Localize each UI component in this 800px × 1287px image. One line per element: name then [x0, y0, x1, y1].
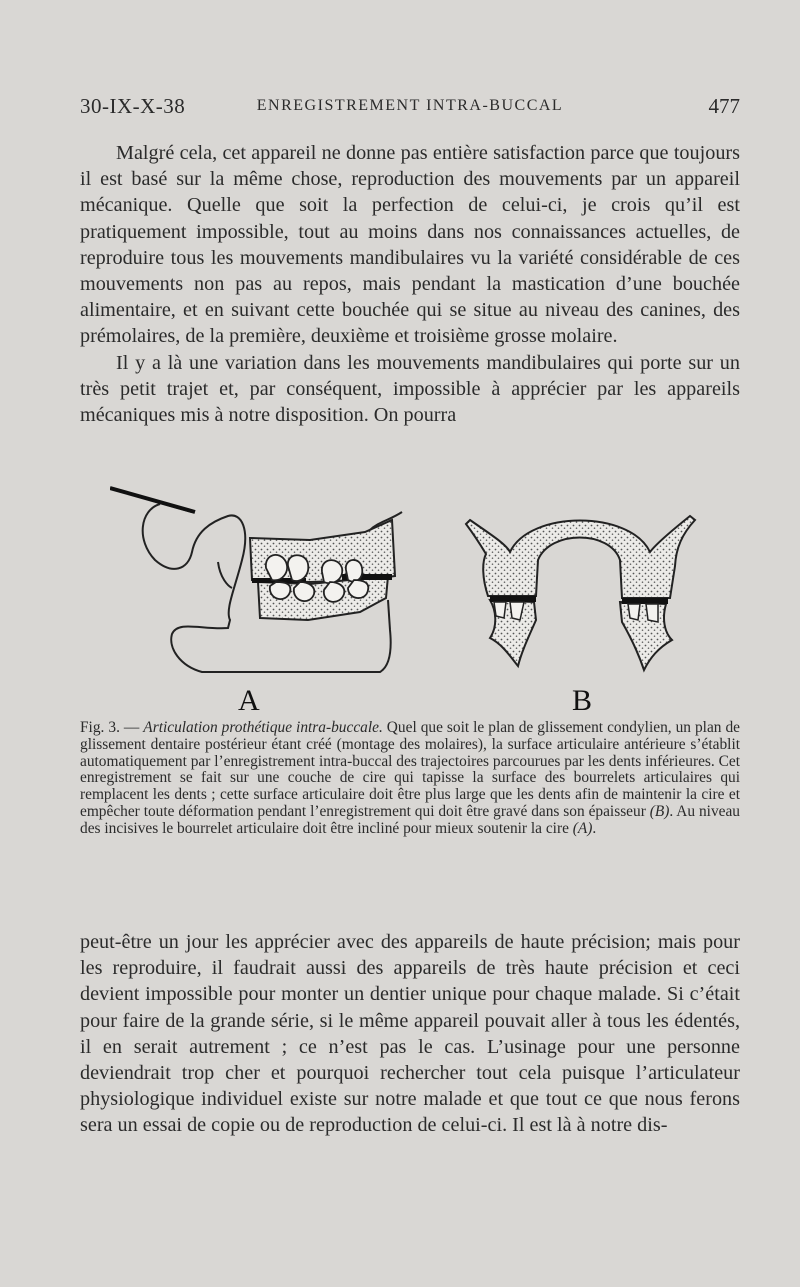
caption-ref-a: (A) [572, 819, 593, 837]
header-date: 30-IX-X-38 [80, 94, 186, 118]
header-title: ENREGISTREMENT INTRA-BUCCAL [256, 97, 564, 114]
figure-illustration [110, 470, 710, 720]
page-number: 477 [708, 94, 740, 118]
caption-title: Articulation prothétique intra-buccale. [143, 719, 383, 736]
caption-text: . [592, 819, 597, 837]
figure-label-a: A [238, 684, 260, 717]
figure-caption [80, 720, 740, 838]
figure-b-upper-arch [466, 516, 695, 598]
body-text-bottom [80, 929, 740, 1139]
paragraph: Il y a là une variation dans les mouvements mandibulaires qui porte sur un très petit trajet et, par conséquent, impossible à apprécier par les appareils mécaniques mis à notre disposition. On pourra [80, 351, 740, 427]
running-header [80, 94, 740, 124]
caption-ref-b: (B) [649, 802, 670, 820]
figure-b-teeth [494, 602, 658, 622]
paragraph: peut-être un jour les apprécier avec des appareils de haute précision; mais pour les reproduire, il faudrait aussi des appareils de très haute précision et ceci devient impossible pour monter un dentier unique pour chaque malade. Si c’était pour faire de la grande série, si le même appareil pouvait aller à tous les édentés, il en serait autrement ; ce n’est pas le cas. L’usinage pour une personne deviendrait trop cher et pourquoi rechercher tout cela puisque l’articulateur physiologique individuel existe sur notre malade et que tout ce que nous ferons sera un essai de copie ou de reproduction de celui-ci. Il est là à notre dis- [80, 931, 740, 1137]
paragraph: Malgré cela, cet appareil ne donne pas entière satisfaction parce que toujours il est basé sur la même chose, reproduction des mouvements par un appareil mécanique. Quelle que soit la perfection de celui-ci, je crois qu’il est pratiquement impossible, tout au moins dans nos connaissances actuelles, de reproduire tous les mouvements mandibulaires vu la variété considérable de ces mouvements non pas au repos, mais pendant la mastication d’une bouchée alimentaire, et en suivant cette bouchée qui se situe au niveau des canines, des prémolaires, de la première, deuxième et troisième grosse molaire. [80, 142, 740, 348]
figure-label-b: B [572, 684, 593, 717]
figure-3 [110, 470, 710, 720]
caption-prefix: Fig. 3. — [80, 719, 144, 736]
body-text-top [80, 140, 740, 428]
caption-text: . Au niveau des incisives le bourrelet articulaire doit être incliné pour mieux soutenir la cire [80, 802, 740, 837]
caption-text: Quel que soit le plan de glissement condylien, un plan de glissement dentaire postérieur étant créé (montage des molaires), la surface articulaire antérieure s’établit automatiquement par l’enregistrement intra-buccal des trajectoires parcourues par les dents inférieures. Cet enregistrement se fait sur une couche de cire qui tapisse la surface des bourrelets articulaires qui remplacent les dents ; cette surface articulaire doit être plus large que les dents afin de maintenir la cire et empêcher toute déformation pendant l’enregistrement qui doit être gravé dans son épaisseur [80, 719, 740, 820]
